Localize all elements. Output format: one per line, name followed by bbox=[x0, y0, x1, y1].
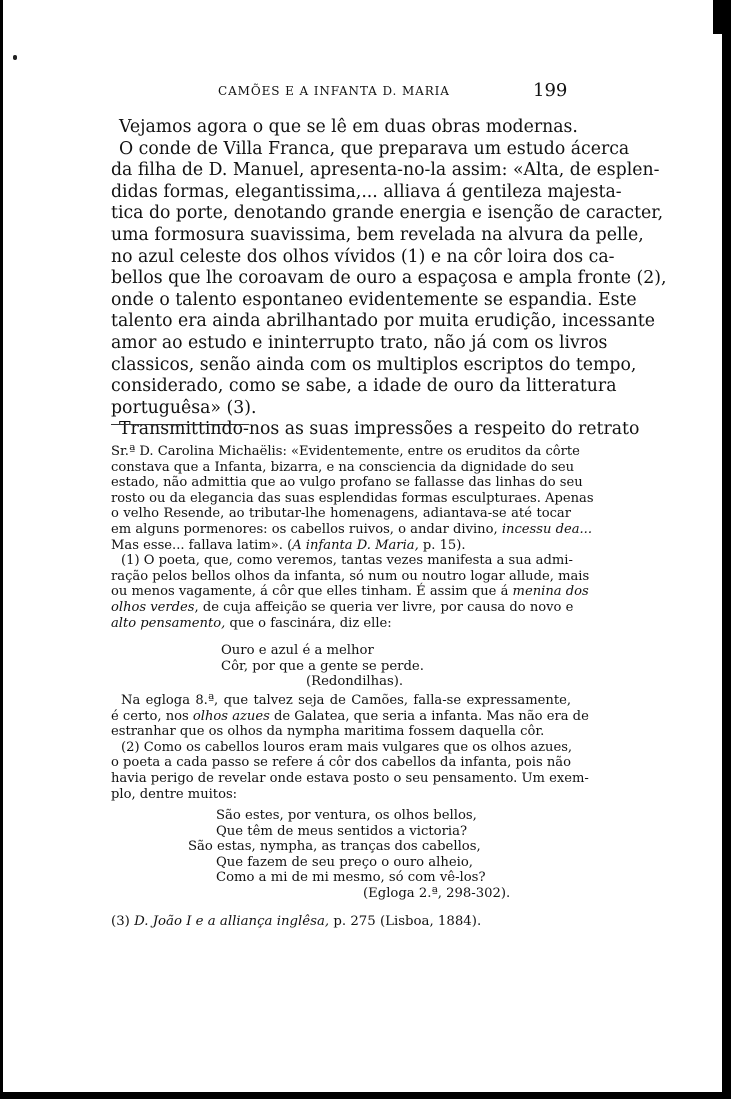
scan-border-corner bbox=[713, 0, 731, 34]
text-line: O conde de Villa Franca, que preparava um estudo ácerca bbox=[119, 138, 630, 159]
footnotes-continued bbox=[111, 693, 589, 802]
footnote-line bbox=[111, 599, 574, 616]
text-line: Transmittindo-nos as suas impressões a respeito do retrato bbox=[119, 419, 640, 440]
footnote-line bbox=[111, 538, 571, 554]
text-line: considerado, como se sabe, a idade de ouro da litteratura bbox=[111, 376, 617, 397]
footnote-italic: menina dos bbox=[512, 584, 589, 600]
verse-line: São estes, por ventura, os olhos bellos, bbox=[216, 808, 477, 823]
text-line: no azul celeste dos olhos vívidos (1) e na côr loira dos ca- bbox=[111, 246, 615, 267]
footnote-text: Mas esse... fallava latim». ( bbox=[111, 537, 293, 553]
footnote-line: estado, não admittia que ao vulgo profano se fallasse das linhas do seu bbox=[111, 475, 583, 491]
footnote-text: em alguns pormenores: os cabellos ruivos, o andar divino, bbox=[111, 521, 502, 537]
verse-quote bbox=[188, 808, 510, 902]
footnote-number: (3) bbox=[111, 914, 135, 929]
verse-line: Que têm de meus sentidos a victoria? bbox=[216, 823, 468, 839]
main-text bbox=[111, 117, 667, 441]
footnote-text: ou menos vagamente, á côr que elles tinham. É assim que á bbox=[111, 584, 513, 600]
footnote-line: (2) Como os cabellos louros eram mais vulgares que os olhos azues, bbox=[121, 739, 573, 755]
footnote-text: é certo, nos bbox=[111, 708, 193, 724]
footnote-italic: olhos azues bbox=[192, 708, 270, 724]
footnote-line: estranhar que os olhos da nympha maritima fossem daquella côr. bbox=[111, 724, 545, 740]
verse-line: Ouro e azul é a melhor bbox=[221, 643, 374, 658]
text-line: onde o talento espontaneo evidentemente se espandia. Este bbox=[111, 289, 637, 310]
footnote-line bbox=[111, 616, 571, 632]
footnote-line: constava que a Infanta, bizarra, e na consciencia da dignidade do seu bbox=[111, 459, 575, 475]
footnote-text: que o fascinára, diz elle: bbox=[225, 615, 392, 631]
scan-border-left bbox=[0, 0, 3, 1099]
footnote-text: p. 15). bbox=[418, 537, 466, 553]
verse-line: Que fazem de seu preço o ouro alheio, bbox=[216, 854, 473, 870]
footnote-3 bbox=[111, 914, 571, 930]
footnotes bbox=[111, 444, 594, 631]
text-line: didas formas, elegantissima,... alliava á gentileza majesta- bbox=[111, 181, 622, 202]
scan-border-bottom bbox=[0, 1092, 731, 1099]
page-number: 199 bbox=[533, 80, 568, 101]
footnote-line: o velho Resende, ao tributar-lhe homenagens, adiantava-se até tocar bbox=[111, 506, 571, 522]
scan-border-right bbox=[722, 0, 731, 1099]
footnote-rule bbox=[111, 424, 249, 425]
footnote-line: Sr.ª D. Carolina Michaëlis: «Evidentemente, entre os eruditos da côrte bbox=[111, 444, 580, 459]
footnote-line: plo, dentre muitos: bbox=[111, 786, 238, 802]
scan-speck bbox=[13, 55, 17, 60]
verse-line: Como a mi de mi mesmo, só com vê-los? bbox=[216, 870, 486, 886]
footnote-text: p. 275 (Lisboa, 1884). bbox=[329, 914, 482, 929]
footnote-line: rosto ou da elegancia das suas esplendidas formas esculpturaes. Apenas bbox=[111, 490, 594, 506]
verse-line: Côr, por que a gente se perde. bbox=[221, 658, 424, 674]
footnote-line bbox=[111, 584, 589, 600]
text-line: tica do porte, denotando grande energia e isenção de caracter, bbox=[111, 203, 664, 224]
footnote-italic: alto pensamento, bbox=[111, 615, 226, 631]
footnote-line: Na egloga 8.ª, que talvez seja de Camões, falla-se expressamente, bbox=[121, 693, 571, 708]
text-line: bellos que lhe coroavam de ouro a espaçosa e ampla fronte (2), bbox=[111, 268, 667, 289]
footnote-italic: A infanta D. Maria, bbox=[292, 537, 419, 553]
footnote-italic: D. João I e a alliança inglêsa, bbox=[134, 914, 330, 929]
verse-quote bbox=[221, 643, 424, 690]
running-head: CAMÕES E A INFANTA D. MARIA bbox=[218, 84, 450, 98]
footnote-italic: olhos verdes bbox=[111, 599, 195, 615]
text-line: talento era ainda abrilhantado por muita erudição, incessante bbox=[111, 311, 656, 332]
footnote-italic: incessu dea... bbox=[501, 521, 592, 537]
text-line: amor ao estudo e ininterrupto trato, não já com os livros bbox=[111, 332, 608, 353]
footnote-text: de Galatea, que seria a infanta. Mas não era de bbox=[269, 708, 589, 724]
footnote-line bbox=[111, 521, 592, 538]
verse-source: (Egloga 2.ª, 298-302). bbox=[363, 885, 511, 901]
text-line: uma formosura suavissima, bem revelada na alvura da pelle, bbox=[111, 224, 644, 245]
text-line: da filha de D. Manuel, apresenta-no-la assim: «Alta, de esplen- bbox=[111, 160, 660, 181]
text-line: classicos, senão ainda com os multiplos escriptos do tempo, bbox=[111, 354, 637, 375]
footnote-line: ração pelos bellos olhos da infanta, só num ou noutro logar allude, mais bbox=[111, 568, 590, 584]
footnote-line: o poeta a cada passo se refere á côr dos cabellos da infanta, pois não bbox=[111, 755, 571, 771]
verse-line: São estas, nympha, as tranças dos cabellos, bbox=[188, 839, 481, 855]
text-line: Vejamos agora o que se lê em duas obras modernas. bbox=[119, 117, 578, 137]
text-line: portuguêsa» (3). bbox=[111, 397, 257, 418]
footnote-line: havia perigo de revelar onde estava posto o seu pensamento. Um exem- bbox=[111, 770, 589, 786]
footnote-text: , de cuja affeição se queria ver livre, por causa do novo e bbox=[194, 599, 574, 615]
verse-source: (Redondilhas). bbox=[306, 674, 404, 690]
footnote-line: (1) O poeta, que, como veremos, tantas vezes manifesta a sua admi- bbox=[121, 553, 573, 569]
footnote-line bbox=[111, 708, 589, 725]
